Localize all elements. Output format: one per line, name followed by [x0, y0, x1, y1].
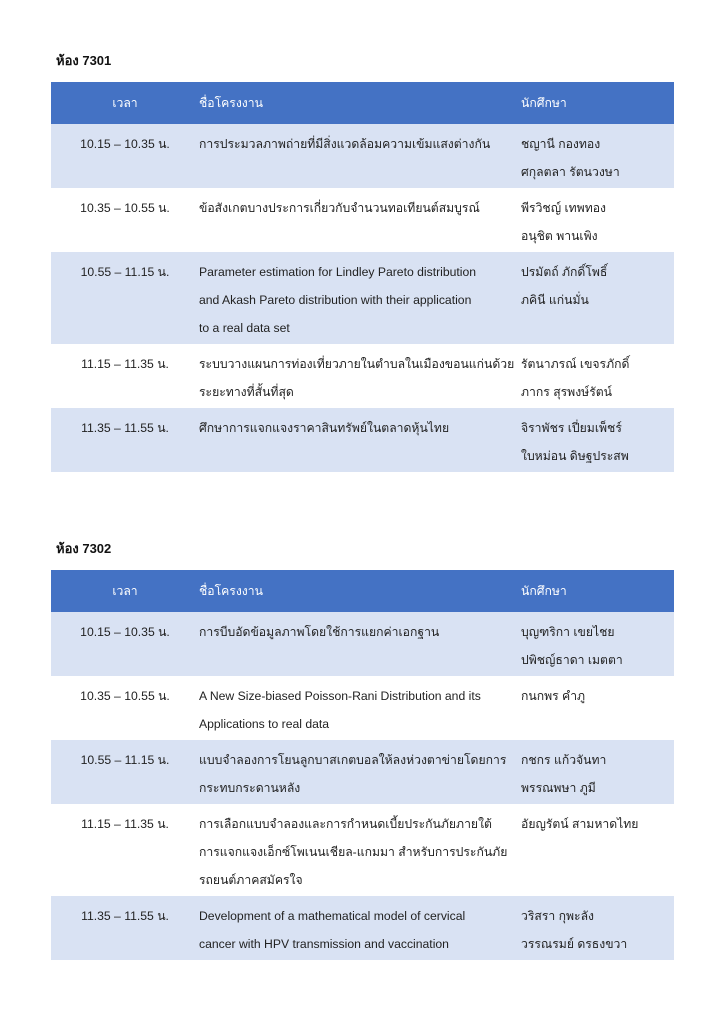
table-row: [51, 612, 674, 676]
project-title: [199, 612, 521, 676]
table-row: [51, 252, 674, 344]
header-students: นักศึกษา: [521, 570, 674, 612]
project-title-line: การเลือกแบบจำลองและการกำหนดเบี้ยประกันภัยภายใต้: [199, 817, 492, 831]
header-time: เวลา: [51, 82, 199, 124]
student-names: [521, 252, 674, 344]
student-name: จิราพัชร เปี่ยมเพ็ชร์: [521, 421, 622, 435]
student-name: กนกพร คำภู: [521, 689, 586, 703]
project-title-line: ศึกษาการแจกแจงราคาสินทรัพย์ในตลาดหุ้นไทย: [199, 421, 450, 435]
student-name: ปพิชญ์ธาดา เมตตา: [521, 653, 623, 667]
student-names: [521, 188, 674, 252]
table-header-row: [51, 82, 674, 124]
room-title: ห้อง 7301: [56, 53, 112, 68]
time-slot: 10.55 – 11.15 น.: [51, 740, 199, 804]
time-slot: 11.15 – 11.35 น.: [81, 357, 169, 371]
student-name: วริสรา กุพะลัง: [521, 909, 594, 923]
student-name: พีรวิชญ์ เทพทอง: [521, 201, 607, 215]
student-names: [521, 344, 674, 408]
student-name: รัตนาภรณ์ เขจรภักดิ์: [521, 357, 630, 371]
student-name: อนุชิต พานเพิง: [521, 229, 598, 243]
time-slot: 11.15 – 11.35 น.: [81, 817, 169, 831]
student-name: ชญานี กองทอง: [521, 137, 601, 151]
header-project: ชื่อโครงงาน: [199, 570, 521, 612]
table-row: [51, 344, 674, 408]
student-name: อัยญรัตน์ สามหาดไทย: [521, 817, 639, 831]
table-header-row: [51, 570, 674, 612]
student-name: กชกร แก้วจันทา: [521, 753, 607, 767]
project-title: [199, 344, 521, 408]
project-title-line: รถยนต์ภาคสมัครใจ: [199, 873, 303, 887]
table-row: [51, 896, 674, 960]
student-name: พรรณพษา ภูมี: [521, 781, 596, 795]
student-name: ภคินี แก่นมั่น: [521, 293, 589, 307]
project-title: [199, 408, 521, 472]
project-title-line: Parameter estimation for Lindley Pareto distribution: [199, 265, 477, 279]
project-title: [199, 740, 521, 804]
time-slot: 11.35 – 11.55 น.: [51, 408, 199, 472]
header-time: เวลา: [51, 570, 199, 612]
time-slot: 10.15 – 10.35 น.: [51, 612, 199, 676]
project-title-line: cancer with HPV transmission and vaccination: [199, 937, 449, 951]
student-name: ใบหม่อน ดิษฐประสพ: [521, 449, 629, 463]
project-title-line: ระยะทางที่สั้นที่สุด: [199, 385, 294, 399]
table-row: [51, 804, 674, 896]
table-row: [51, 740, 674, 804]
student-name: บุญฑริกา เขยไชย: [521, 625, 615, 639]
project-title-line: แบบจำลองการโยนลูกบาสเกตบอลให้ลงห่วงตาข่ายโดยการ: [199, 753, 507, 767]
project-title-line: การบีบอัดข้อมูลภาพโดยใช้การแยกค่าเอกฐาน: [199, 625, 440, 639]
project-title-line: ข้อสังเกตบางประการเกี่ยวกับจำนวนทอเทียนต์สมบูรณ์: [199, 201, 480, 215]
time-slot: 10.15 – 10.35 น.: [51, 124, 199, 188]
student-names: [521, 612, 674, 676]
project-title-line: กระทบกระดานหลัง: [199, 781, 301, 795]
project-title-line: ระบบวางแผนการท่องเที่ยวภายในตำบลในเมืองขอนแก่นด้วย: [199, 357, 515, 371]
student-name: ปรมัตถ์ ภักดิ์โพธิ์: [521, 265, 608, 279]
schedule-table-room-7301: [51, 82, 674, 472]
schedule-table-room-7302: [51, 570, 674, 960]
time-slot: 10.35 – 10.55 น.: [80, 689, 170, 703]
student-names: [521, 124, 674, 188]
project-title-line: Applications to real data: [199, 717, 330, 731]
student-name: วรรณรมย์ ดรธงขวา: [521, 937, 628, 951]
student-names: [521, 804, 674, 896]
project-title-line: การประมวลภาพถ่ายที่มีสิ่งแวดล้อมความเข้มแสงต่างกัน: [199, 137, 491, 151]
table-row: [51, 676, 674, 740]
project-title: [199, 188, 521, 252]
room-title: ห้อง 7302: [56, 541, 112, 556]
time-slot: 11.35 – 11.55 น.: [51, 896, 199, 960]
student-names: [521, 676, 674, 740]
student-names: [521, 896, 674, 960]
project-title: [199, 252, 521, 344]
project-title: [199, 804, 521, 896]
project-title: [199, 676, 521, 740]
project-title: [199, 124, 521, 188]
project-title-line: to a real data set: [199, 321, 290, 335]
student-name: ศกุลตลา รัตนวงษา: [521, 165, 620, 179]
project-title-line: Development of a mathematical model of cervical: [199, 909, 466, 923]
student-name: ภากร สุรพงษ์รัตน์: [521, 385, 612, 399]
header-project: ชื่อโครงงาน: [199, 82, 521, 124]
header-students: นักศึกษา: [521, 82, 674, 124]
table-body: [51, 124, 674, 472]
project-title-line: A New Size-biased Poisson-Rani Distribution and its: [199, 689, 481, 703]
time-slot: 10.35 – 10.55 น.: [80, 201, 170, 215]
project-title-line: การแจกแจงเอ็กซ์โพเนนเชียล-แกมมา สำหรับการประกันภัย: [199, 845, 508, 859]
student-names: [521, 408, 674, 472]
student-names: [521, 740, 674, 804]
table-row: [51, 124, 674, 188]
table-row: [51, 188, 674, 252]
project-title-line: and Akash Pareto distribution with their application: [199, 293, 472, 307]
table-body: [51, 612, 674, 960]
time-slot: 10.55 – 11.15 น.: [51, 252, 199, 344]
project-title: [199, 896, 521, 960]
table-row: [51, 408, 674, 472]
